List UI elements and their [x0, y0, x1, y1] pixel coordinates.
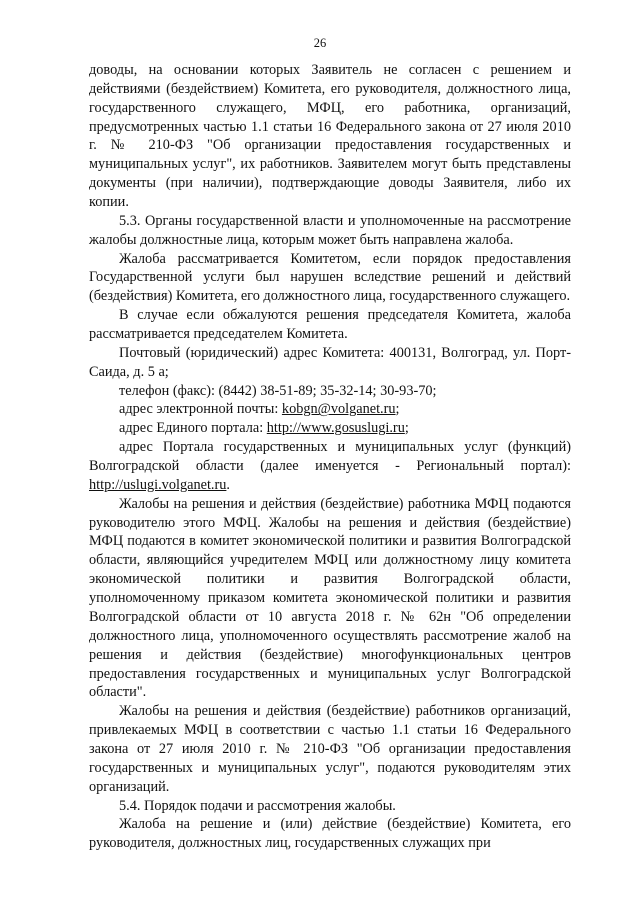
paragraph-section-5-4: 5.4. Порядок подачи и рассмотрения жалобы. — [119, 797, 396, 814]
paragraph-committee-review: Жалоба рассматривается Комитетом, если порядок предоставления Государственной услуги был нарушен вследствие решений и действий (бездействия) Комитета, его должностного лица, государственного служащего. — [89, 250, 571, 305]
regional-portal-text: адрес Портала государственных и муниципальных услуг (функций) Волгоградской области (далее именуется - Региональный портал): — [89, 439, 571, 475]
paragraph-regional-portal — [89, 438, 571, 495]
paragraph-postal-address: Почтовый (юридический) адрес Комитета: 400131, Волгоград, ул. Порт-Саида, д. 5 а; — [89, 344, 571, 380]
unified-portal-tail: ; — [404, 420, 409, 437]
email-link[interactable]: kobgn@volganet.ru — [281, 401, 396, 418]
email-tail: ; — [395, 401, 400, 418]
paragraph-phone-fax: телефон (факс): (8442) 38-51-89; 35-32-14; 30-93-70; — [119, 382, 437, 399]
page-number: 26 — [313, 36, 327, 50]
paragraph-section-5-3: 5.3. Органы государственной власти и уполномоченные на рассмотрение жалобы должностные лица, которым может быть направлена жалоба. — [89, 212, 571, 248]
paragraph-grounds-of-disagreement: доводы, на основании которых Заявитель не согласен с решением и действиями (бездействием) Комитета, его руководителя, должностного лица, государственного служащего, МФЦ, его работника, организаций, предусмотренных частью 1.1 статьи 16 Федерального закона от 27 июля 2010 г. № 210-ФЗ "Об организации предоставления государственных и муниципальных услуг", их работников. Заявителем могут быть представлены документы (при наличии), подтверждающие доводы Заявителя, либо их копии. — [89, 62, 571, 211]
regional-portal-link[interactable]: http://uslugi.volganet.ru — [89, 476, 227, 493]
paragraph-chairman-review: В случае если обжалуются решения председателя Комитета, жалоба рассматривается председателем Комитета. — [89, 307, 571, 343]
paragraph-email — [89, 400, 571, 419]
email-label: адрес электронной почты: — [119, 401, 282, 418]
unified-portal-link[interactable]: http://www.gosuslugi.ru — [266, 420, 405, 437]
paragraph-complaint-on-decision: Жалоба на решение и (или) действие (бездействие) Комитета, его руководителя, должностных лиц, государственных служащих при — [89, 816, 571, 852]
paragraph-organization-complaints: Жалобы на решения и действия (бездействие) работников организаций, привлекаемых МФЦ в соответствии с частью 1.1 статьи 16 Федерального закона от 27 июля 2010 г. № 210-ФЗ "Об организации предоставления государственных и муниципальных услуг", подаются руководителям этих организаций. — [89, 703, 571, 795]
regional-portal-tail: . — [226, 476, 230, 493]
document-body — [89, 61, 571, 853]
unified-portal-label: адрес Единого портала: — [119, 420, 267, 437]
paragraph-mfc-complaints: Жалобы на решения и действия (бездействие) работника МФЦ подаются руководителю этого МФЦ. Жалобы на решения и действия (бездействие) МФЦ подаются в комитет экономической политики и развития Волгоградской области, являющийся учредителем МФЦ или должностному лицу комитета экономической политики и развития Волгоградской области, уполномоченному приказом комитета экономической политики и развития Волгоградской области от 10 августа 2018 г. № 62н "Об определении должностного лица, уполномоченного осуществлять рассмотрение жалоб на решения и действия (бездействие) многофункциональных центров предоставления государственных и муниципальных услуг Волгоградской области". — [89, 495, 571, 701]
paragraph-unified-portal — [89, 419, 571, 438]
